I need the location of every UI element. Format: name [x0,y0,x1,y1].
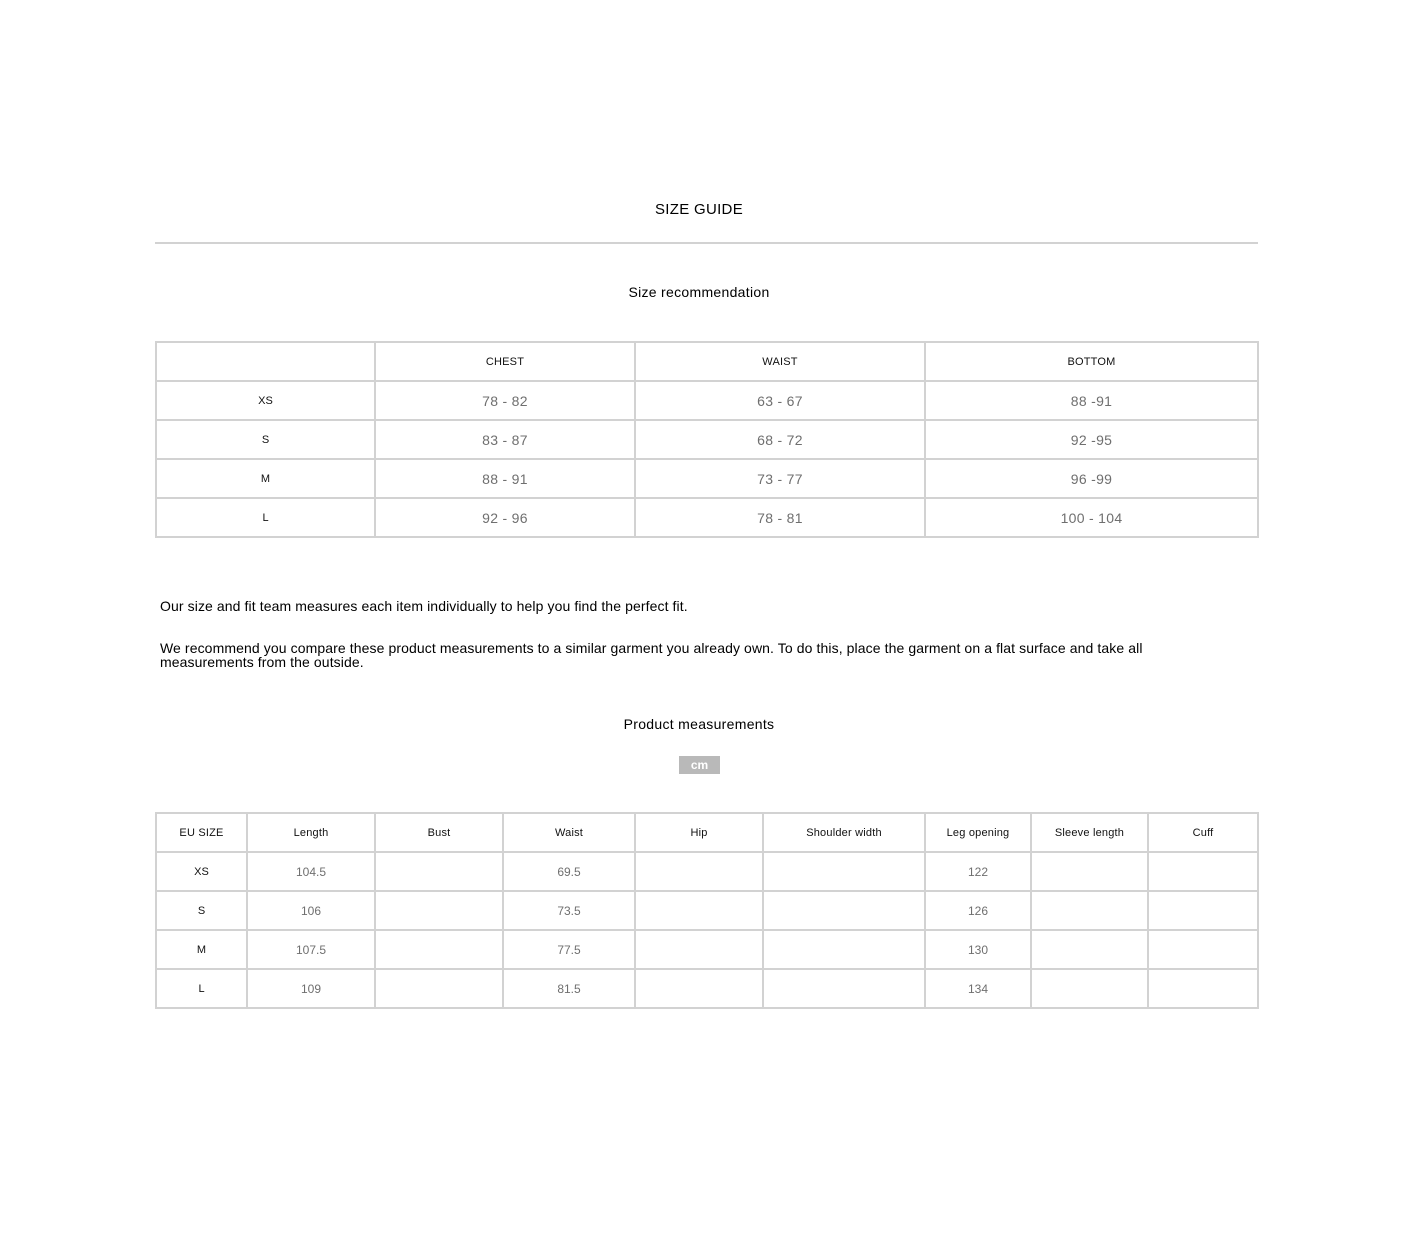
column-header-eu-size: EU SIZE [156,813,247,852]
size-recommendation-table [155,341,1259,538]
bust-value [375,930,503,969]
table-row [156,420,1258,459]
size-label: XS [156,381,375,420]
table-row [156,852,1258,891]
waist-value: 81.5 [503,969,635,1008]
column-header-bust: Bust [375,813,503,852]
size-label: S [156,420,375,459]
table-row [156,969,1258,1008]
column-header-bottom: BOTTOM [925,342,1258,381]
column-header-shoulder-width: Shoulder width [763,813,925,852]
length-value: 107.5 [247,930,375,969]
column-header-length: Length [247,813,375,852]
sleeve-length-value [1031,891,1148,930]
chest-value: 88 - 91 [375,459,635,498]
length-value: 109 [247,969,375,1008]
product-measurements-table [155,812,1259,1009]
hip-value [635,891,763,930]
unit-toggle-cm[interactable]: cm [679,756,720,774]
table-row [156,891,1258,930]
table-header-row [156,342,1258,381]
waist-value: 68 - 72 [635,420,925,459]
chest-value: 78 - 82 [375,381,635,420]
cuff-value [1148,969,1258,1008]
column-header-hip: Hip [635,813,763,852]
leg-opening-value: 126 [925,891,1031,930]
size-label: M [156,459,375,498]
bust-value [375,852,503,891]
cuff-value [1148,852,1258,891]
bottom-value: 96 -99 [925,459,1258,498]
shoulder-width-value [763,969,925,1008]
leg-opening-value: 134 [925,969,1031,1008]
size-recommendation-heading: Size recommendation [628,284,770,300]
measuring-instructions: We recommend you compare these product measurements to a similar garment you already own. To do this, place the garment on a flat surface and take all measurements from the outside. [160,640,1143,670]
sleeve-length-value [1031,969,1148,1008]
size-label: S [156,891,247,930]
sleeve-length-value [1031,852,1148,891]
waist-value: 63 - 67 [635,381,925,420]
column-header-waist: WAIST [635,342,925,381]
chest-value: 83 - 87 [375,420,635,459]
column-header-sleeve-length: Sleeve length [1031,813,1148,852]
hip-value [635,930,763,969]
column-header-waist: Waist [503,813,635,852]
table-row [156,930,1258,969]
shoulder-width-value [763,852,925,891]
size-label: L [156,498,375,537]
waist-value: 78 - 81 [635,498,925,537]
waist-value: 73 - 77 [635,459,925,498]
cuff-value [1148,891,1258,930]
shoulder-width-value [763,891,925,930]
shoulder-width-value [763,930,925,969]
chest-value: 92 - 96 [375,498,635,537]
bust-value [375,891,503,930]
column-header-size [156,342,375,381]
bottom-value: 100 - 104 [925,498,1258,537]
cuff-value [1148,930,1258,969]
table-row [156,381,1258,420]
sleeve-length-value [1031,930,1148,969]
bust-value [375,969,503,1008]
size-label: XS [156,852,247,891]
page-title: SIZE GUIDE [654,201,743,218]
product-measurements-heading: Product measurements [623,716,775,732]
leg-opening-value: 122 [925,852,1031,891]
waist-value: 77.5 [503,930,635,969]
hip-value [635,852,763,891]
bottom-value: 88 -91 [925,381,1258,420]
hip-value [635,969,763,1008]
table-header-row [156,813,1258,852]
title-divider [155,242,1258,244]
length-value: 106 [247,891,375,930]
size-label: L [156,969,247,1008]
length-value: 104.5 [247,852,375,891]
column-header-leg-opening: Leg opening [925,813,1031,852]
table-row [156,498,1258,537]
column-header-chest: CHEST [375,342,635,381]
waist-value: 73.5 [503,891,635,930]
table-row [156,459,1258,498]
size-label: M [156,930,247,969]
leg-opening-value: 130 [925,930,1031,969]
fit-team-note: Our size and fit team measures each item individually to help you find the perfect fit. [160,598,688,614]
waist-value: 69.5 [503,852,635,891]
column-header-cuff: Cuff [1148,813,1258,852]
bottom-value: 92 -95 [925,420,1258,459]
